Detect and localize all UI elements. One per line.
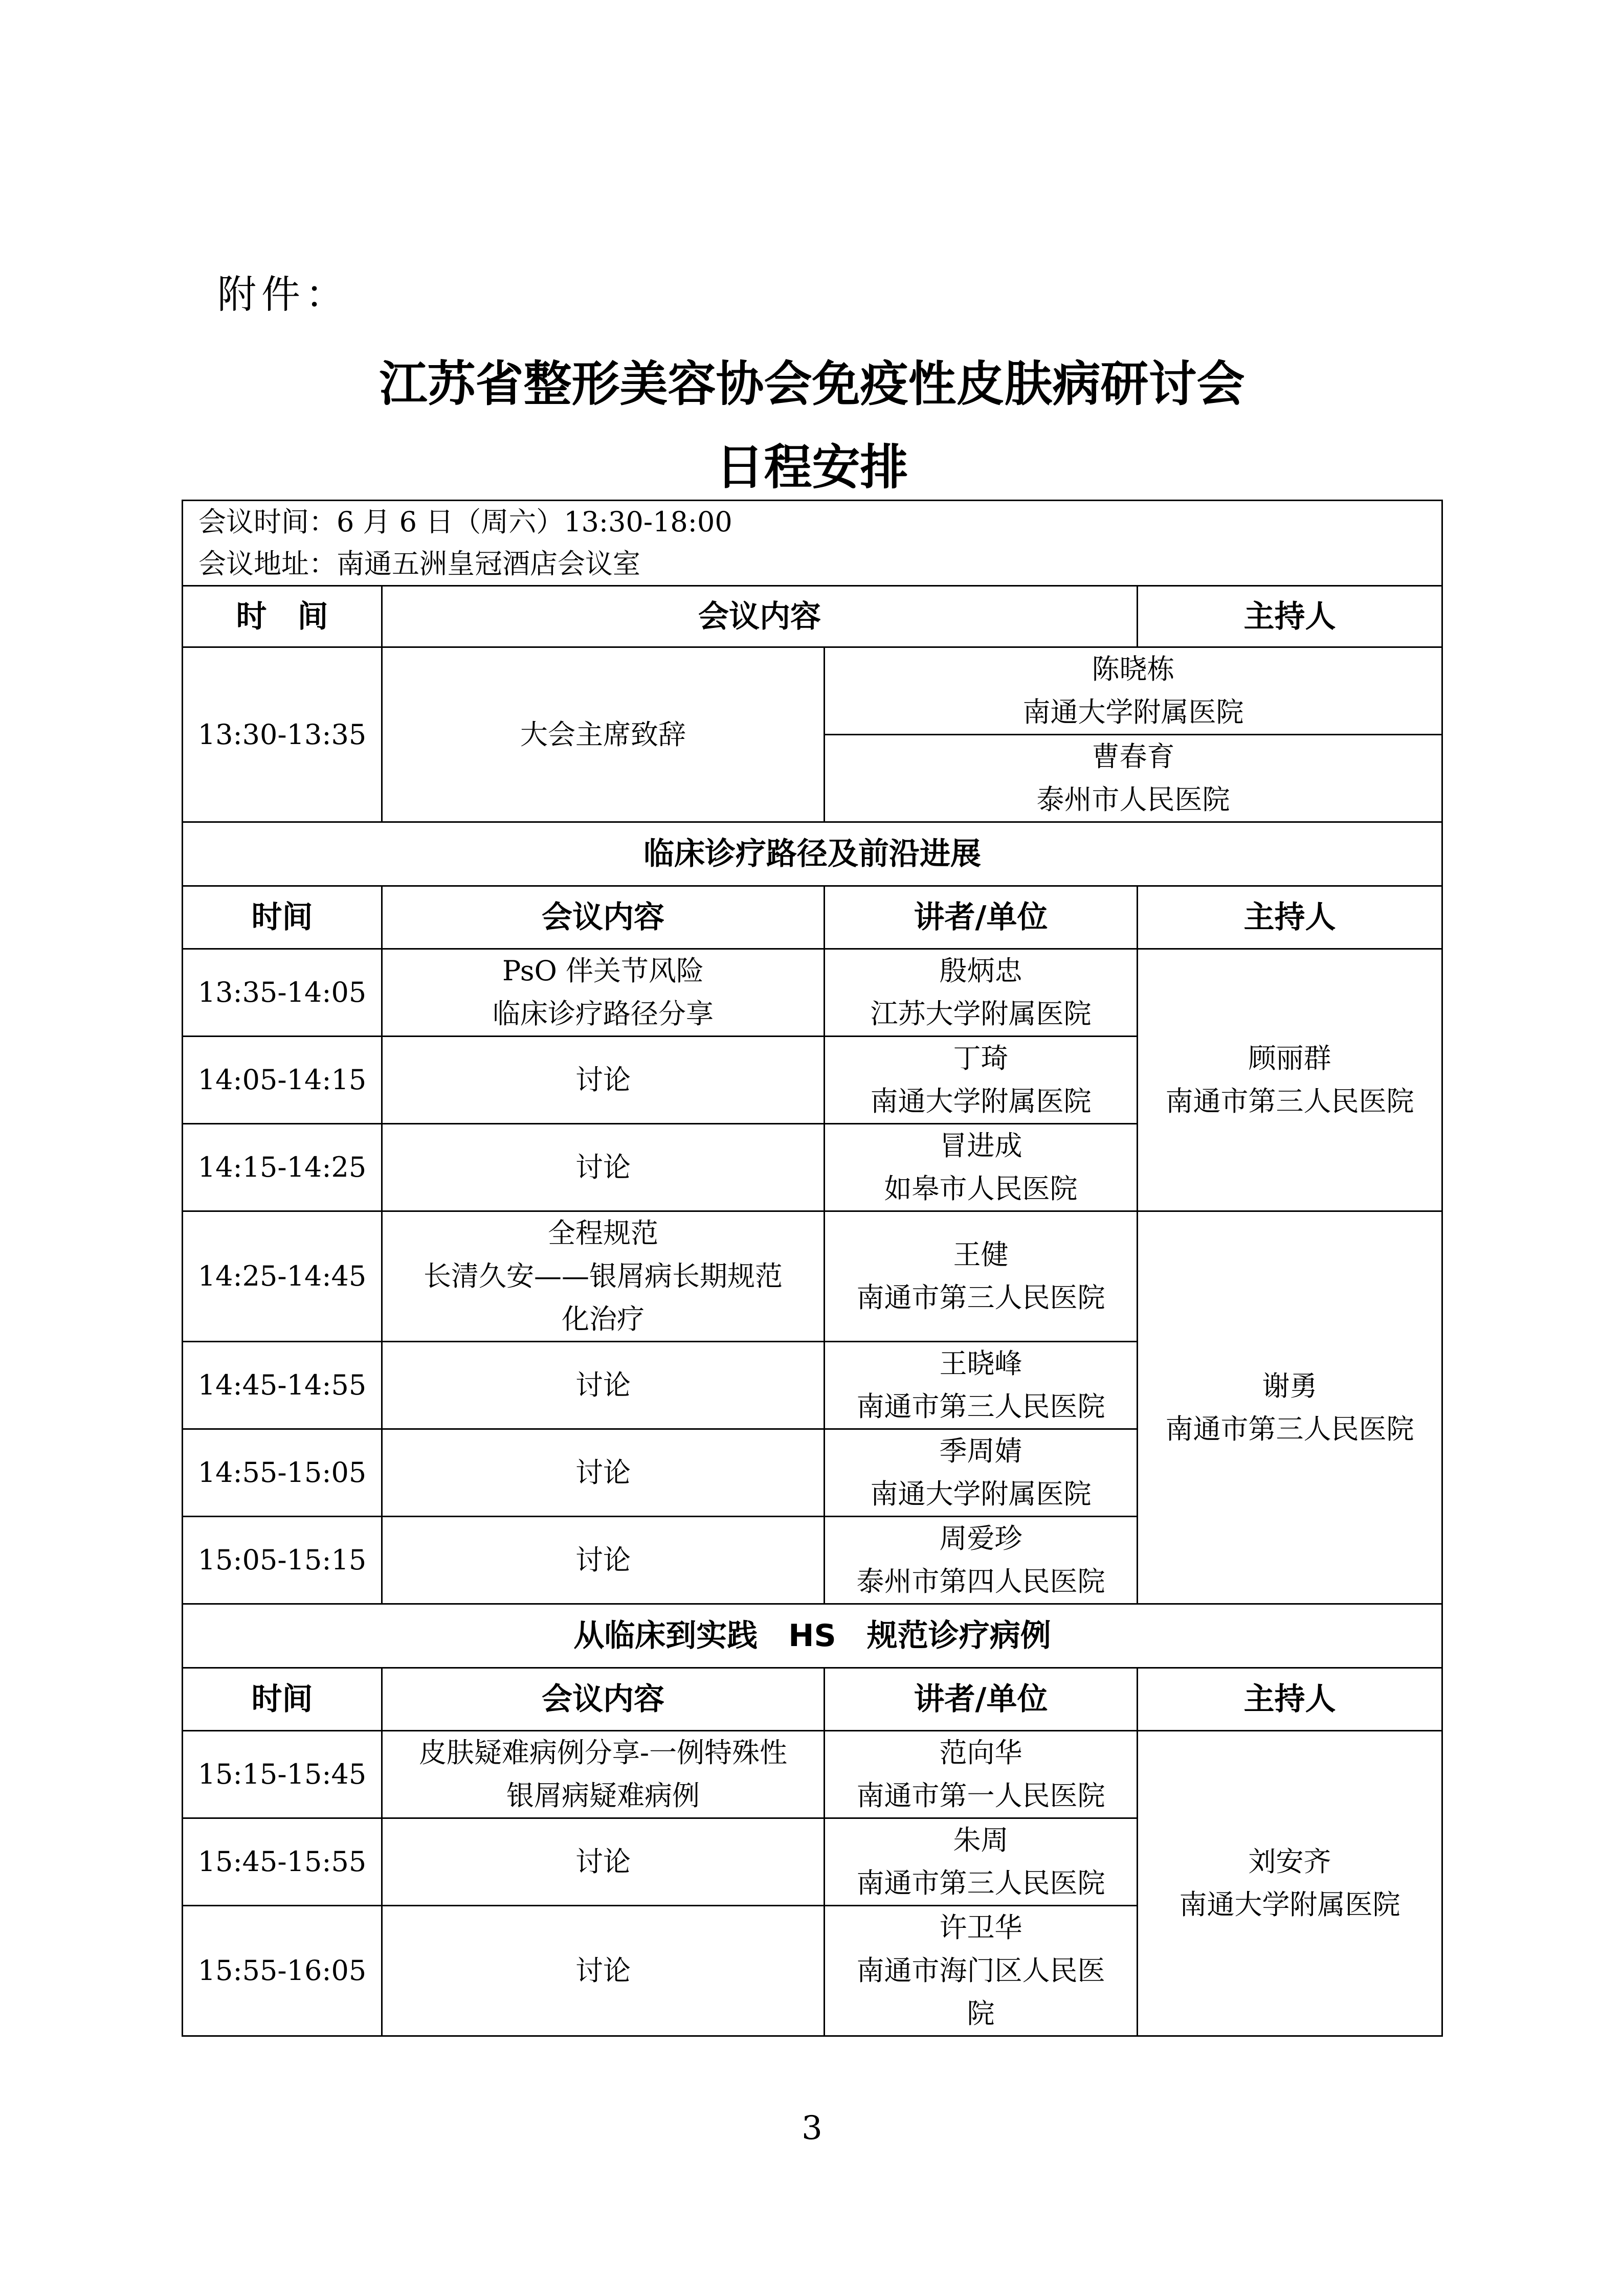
header-host: 主持人 [1138, 1668, 1442, 1731]
section1-header-row [183, 886, 1442, 949]
host-name: 陈晓栋 [1092, 653, 1175, 685]
opening-host-cell [825, 647, 1442, 735]
schedule-row [183, 1211, 1442, 1342]
header-speaker: 讲者/单位 [825, 886, 1138, 949]
row-time: 15:15-15:45 [183, 1731, 382, 1818]
row-content: 讨论 [382, 1517, 825, 1604]
content-line: 临床诊疗路径分享 [493, 998, 714, 1030]
speaker-name: 冒进成 [939, 1130, 1022, 1162]
row-time: 14:55-15:05 [183, 1429, 382, 1517]
row-host [1138, 949, 1442, 1211]
row-time: 14:15-14:25 [183, 1124, 382, 1211]
row-time: 14:45-14:55 [183, 1342, 382, 1429]
content-line: 全程规范 [548, 1217, 658, 1249]
row-time: 15:55-16:05 [183, 1906, 382, 2036]
speaker-unit: 南通市第一人民医院 [856, 1780, 1105, 1812]
speaker-name: 范向华 [939, 1737, 1022, 1769]
row-content: 讨论 [382, 1818, 825, 1906]
schedule-row [183, 1731, 1442, 1818]
section-title-row [183, 822, 1442, 886]
document-subtitle: 日程安排 [716, 440, 908, 496]
row-time: 15:05-15:15 [183, 1517, 382, 1604]
header-content: 会议内容 [382, 586, 1138, 647]
speaker-unit: 江苏大学附属医院 [870, 998, 1092, 1030]
row-speaker [825, 1037, 1138, 1124]
row-content [382, 1211, 825, 1342]
header-host: 主持人 [1138, 586, 1442, 647]
speaker-name: 王健 [953, 1239, 1009, 1271]
header-speaker: 讲者/单位 [825, 1668, 1138, 1731]
content-line: 长清久安——银屑病长期规范 [424, 1260, 783, 1292]
speaker-name: 王晓峰 [939, 1347, 1022, 1380]
row-speaker [825, 1342, 1138, 1429]
speaker-name: 丁琦 [953, 1042, 1009, 1074]
row-speaker [825, 1124, 1138, 1211]
speaker-name: 许卫华 [939, 1911, 1022, 1944]
meeting-info-row [183, 501, 1442, 586]
host-name: 顾丽群 [1248, 1042, 1331, 1074]
row-content [382, 949, 825, 1037]
row-time: 15:45-15:55 [183, 1818, 382, 1906]
row-content: 讨论 [382, 1429, 825, 1517]
section1-title: 临床诊疗路径及前沿进展 [183, 822, 1442, 886]
row-speaker [825, 1429, 1138, 1517]
section2-header-row [183, 1668, 1442, 1731]
row-host [1138, 1731, 1442, 2036]
opening-row [183, 647, 1442, 735]
host-unit: 南通市第三人民医院 [1165, 1412, 1414, 1445]
host-name: 谢勇 [1262, 1369, 1318, 1402]
row-time: 14:05-14:15 [183, 1037, 382, 1124]
row-speaker [825, 1517, 1138, 1604]
host-unit: 南通市第三人民医院 [1165, 1085, 1414, 1117]
opening-header-row [183, 586, 1442, 647]
schedule-row [183, 949, 1442, 1037]
host-unit: 南通大学附属医院 [1022, 696, 1244, 728]
header-time: 时 间 [183, 586, 382, 647]
host-name: 刘安齐 [1248, 1845, 1331, 1878]
row-speaker [825, 1818, 1138, 1906]
page-number: 3 [802, 2109, 822, 2147]
speaker-name: 朱周 [953, 1824, 1009, 1856]
content-line: 皮肤疑难病例分享-一例特殊性 [418, 1737, 788, 1769]
host-unit: 南通大学附属医院 [1179, 1888, 1400, 1921]
row-speaker [825, 1906, 1138, 2036]
schedule-table [182, 500, 1443, 2037]
row-content: 讨论 [382, 1906, 825, 2036]
speaker-unit: 院 [967, 1997, 995, 2030]
row-time: 14:25-14:45 [183, 1211, 382, 1342]
section-title-row [183, 1604, 1442, 1668]
row-speaker [825, 1211, 1138, 1342]
speaker-name: 季周婧 [939, 1435, 1022, 1467]
speaker-unit: 南通市第三人民医院 [856, 1390, 1105, 1423]
row-speaker [825, 949, 1138, 1037]
speaker-unit: 南通市第三人民医院 [856, 1281, 1105, 1314]
meeting-place: 会议地址：南通五洲皇冠酒店会议室 [198, 548, 640, 580]
header-content: 会议内容 [382, 886, 825, 949]
speaker-name: 殷炳忠 [939, 955, 1022, 987]
row-content: 讨论 [382, 1342, 825, 1429]
content-line: 银屑病疑难病例 [506, 1780, 700, 1812]
attachment-label: 附件： [217, 272, 349, 317]
speaker-unit: 南通大学附属医院 [870, 1085, 1092, 1117]
row-content [382, 1731, 825, 1818]
opening-host-cell [825, 735, 1442, 822]
content-line: PsO 伴关节风险 [502, 955, 704, 987]
header-host: 主持人 [1138, 886, 1442, 949]
header-content: 会议内容 [382, 1668, 825, 1731]
row-speaker [825, 1731, 1138, 1818]
meeting-info-cell [183, 501, 1442, 586]
meeting-time: 会议时间：6 月 6 日（周六）13:30-18:00 [198, 506, 732, 538]
row-host [1138, 1211, 1442, 1604]
opening-content: 大会主席致辞 [382, 647, 825, 822]
document-title: 江苏省整形美容协会免疫性皮肤病研讨会 [379, 356, 1245, 412]
speaker-unit: 泰州市第四人民医院 [856, 1565, 1105, 1597]
section2-title: 从临床到实践 HS 规范诊疗病例 [183, 1604, 1442, 1668]
header-time: 时间 [183, 1668, 382, 1731]
content-line: 化治疗 [562, 1303, 644, 1335]
speaker-unit: 南通大学附属医院 [870, 1478, 1092, 1510]
host-unit: 泰州市人民医院 [1036, 783, 1230, 816]
speaker-name: 周爱珍 [939, 1522, 1022, 1555]
speaker-unit: 如皋市人民医院 [884, 1173, 1078, 1205]
row-content: 讨论 [382, 1124, 825, 1211]
header-time: 时间 [183, 886, 382, 949]
speaker-unit: 南通市第三人民医院 [856, 1867, 1105, 1899]
row-time: 13:35-14:05 [183, 949, 382, 1037]
opening-time: 13:30-13:35 [183, 647, 382, 822]
speaker-unit: 南通市海门区人民医 [856, 1954, 1105, 1987]
host-name: 曹春育 [1092, 740, 1175, 773]
row-content: 讨论 [382, 1037, 825, 1124]
